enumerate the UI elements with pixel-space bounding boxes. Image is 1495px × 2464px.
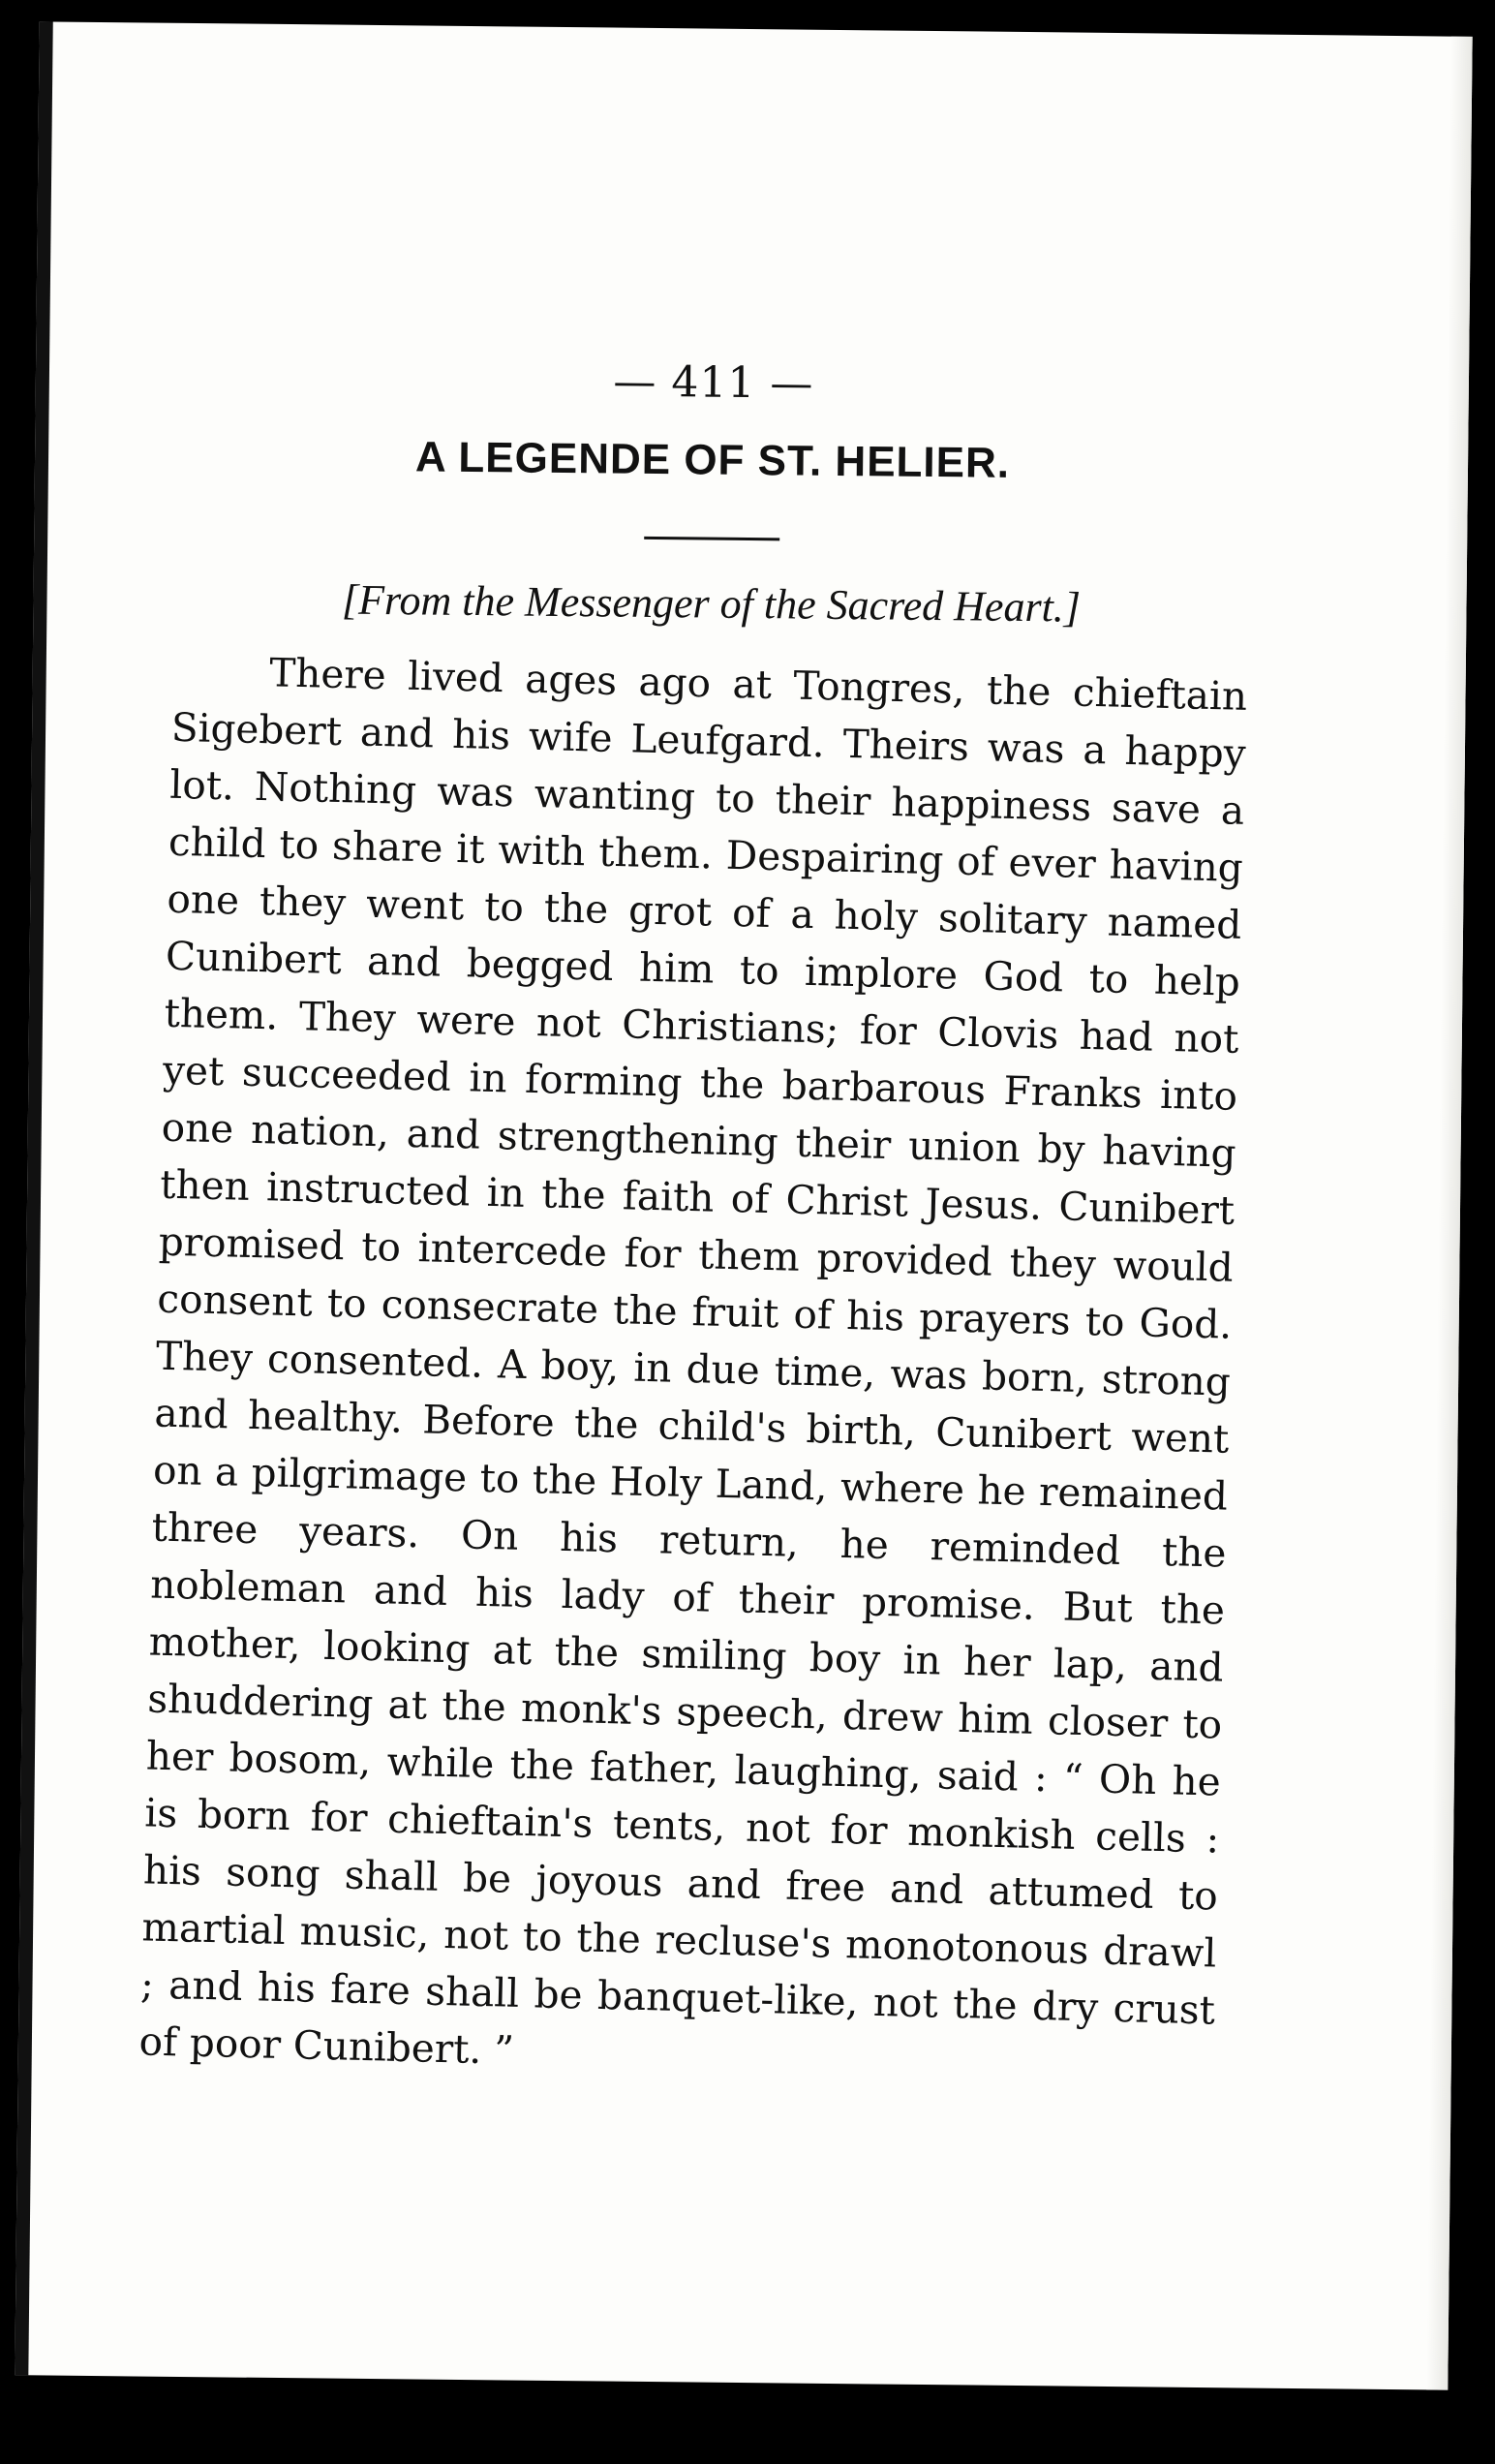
page-number: — 411 — (613, 356, 814, 409)
book-page (15, 21, 1472, 2389)
source-attribution: [From the Messenger of the Sacred Heart.] (341, 575, 1082, 631)
page-content (138, 314, 1252, 2082)
chapter-title: A LEGENDE OF ST. HELIER. (414, 433, 1011, 487)
page-edge-shadow (1426, 37, 1472, 2390)
page-binding-edge (15, 21, 52, 2375)
title-rule (644, 537, 779, 540)
body-paragraph: There lived ages ago at Tongres, the chieftain Sigebert and his wife Leufgard. Theirs was a happy lot. Nothing was wanting to their happiness save a child to share it with them. Despairing of ever having one they went to the grot of a holy solitary named Cunibert and begged him to implore God to help them. They were not Christians; for Clovis had not yet succeeded in forming the barbarous Franks into one nation, and strengthening their union by having then instructed in the faith of Christ Jesus. Cunibert promised to intercede for them provided they would consent to consecrate the fruit of his prayers to God. They consented. A boy, in due time, was born, strong and healthy. Before the child's birth, Cunibert went on a pilgrimage to the Holy Land, where he remained three years. On his return, he reminded the nobleman and his lady of their promise. But the mother, looking at the smiling boy in her lap, and shuddering at the monk's speech, drew him closer to her bosom, while the father, laughing, said : “ Oh he is born for chieftain's tents, not for monkish cells : his song shall be joyous and free and attumed to martial music, not to the recluse's monotonous drawl ; and his fare shall be banquet-like, not the dry crust of poor Cunibert. ” (138, 649, 1248, 2074)
